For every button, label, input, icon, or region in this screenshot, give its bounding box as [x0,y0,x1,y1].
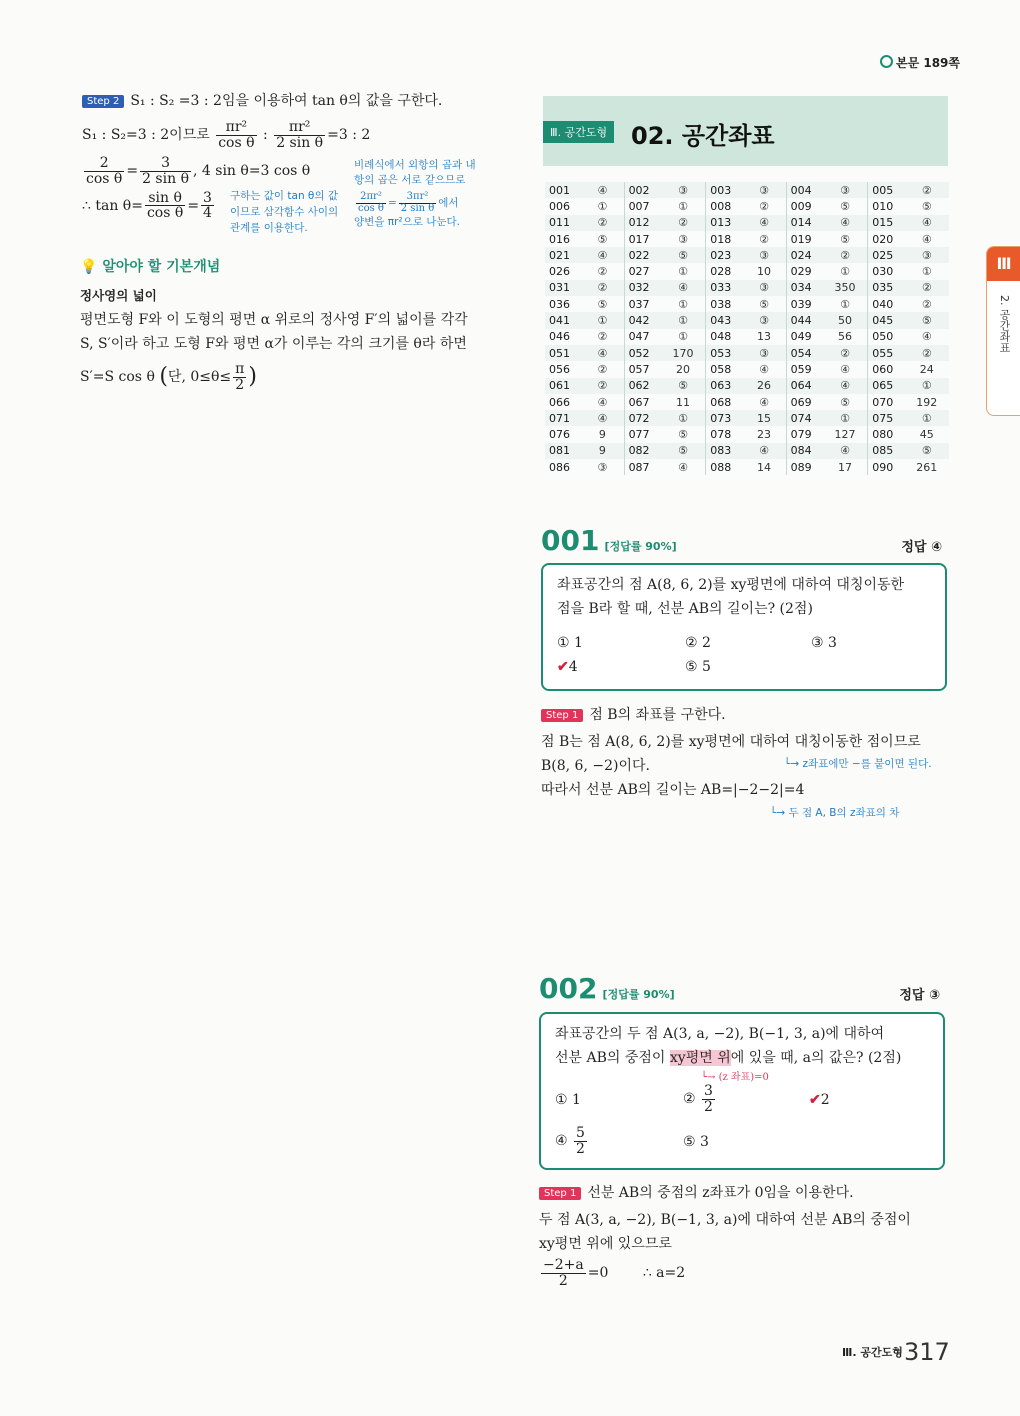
lightbulb-icon: 💡 [80,259,98,275]
answer-number: 070 [868,394,905,410]
answer-number: 037 [624,296,661,312]
answer-value: ④ [905,329,949,345]
answer-number: 008 [706,198,743,214]
answer-value: ⑤ [661,426,706,442]
answer-number: 002 [624,182,661,198]
answer-value: ② [581,215,624,231]
answer-value: 127 [823,426,868,442]
answer-number: 018 [706,231,743,247]
answer-value: ④ [581,247,624,263]
answer-number: 046 [545,329,581,345]
answer-value: ① [661,312,706,328]
answer-row [545,280,949,296]
answer-number: 084 [786,443,823,459]
answer-value: ④ [823,361,868,377]
answer-value: ④ [581,394,624,410]
concept-heading: 💡 알아야 할 기본개념 [80,259,221,275]
answer-value: ① [823,263,868,279]
q002-answer: 정답 ③ [899,988,940,1003]
q001-sol2: B(8, 6, −2)이다. [541,758,650,774]
answer-row [545,312,949,328]
answer-row [545,443,949,459]
answer-number: 054 [786,345,823,361]
answer-number: 060 [868,361,905,377]
side-tab[interactable] [986,246,1020,416]
answer-number: 010 [868,198,905,214]
answer-value: 192 [905,394,949,410]
q001-sol3: 따라서 선분 AB의 길이는 AB=|−2−2|=4 [541,782,805,798]
answer-value: 170 [661,345,706,361]
answer-number: 039 [786,296,823,312]
answer-number: 049 [786,329,823,345]
answer-number: 089 [786,459,823,475]
answer-value: 9 [581,426,624,442]
footer-chapter: Ⅲ. 공간도형 [842,1346,903,1359]
q002-sol2: xy평면 위에 있으므로 [539,1236,672,1252]
answer-row [545,394,949,410]
q001-note1: └→ z좌표에만 −를 붙이면 된다. [784,758,932,770]
answer-value: 23 [743,426,787,442]
page-ref: 본문 189쪽 [880,54,960,71]
q001-choice5[interactable]: ⑤ 5 [685,659,711,675]
answer-value: ④ [743,394,787,410]
answer-value: ② [581,378,624,394]
answer-value: 45 [905,426,949,442]
answer-number: 076 [545,426,581,442]
answer-value: ① [661,263,706,279]
concept-formula: S′=S cos θ (단, 0≤θ≤ $\frac{\pi}{2}$ ) [80,361,257,393]
q001-sol1: 점 B는 점 A(8, 6, 2)를 xy평면에 대하여 대칭이동한 점이므로 [541,734,921,750]
answer-number: 071 [545,410,581,426]
answer-number: 068 [706,394,743,410]
concept-block [80,256,500,392]
q002-solution [539,1182,949,1288]
answer-number: 051 [545,345,581,361]
answer-number: 061 [545,378,581,394]
answer-value: ⑤ [905,443,949,459]
answer-number: 052 [624,345,661,361]
answer-value: ① [905,378,949,394]
answer-value: 50 [823,312,868,328]
concept-p1: 평면도형 F와 이 도형의 평면 α 위로의 정사영 F′의 넓이를 각각 [80,312,468,328]
answer-number: 040 [868,296,905,312]
answer-value: ② [581,280,624,296]
answer-value: 15 [743,410,787,426]
note-ratio: 비례식에서 외항의 곱과 내항의 곱은 서로 같으므로 [354,159,476,186]
answer-number: 075 [868,410,905,426]
answer-number: 038 [706,296,743,312]
answer-number: 003 [706,182,743,198]
answer-value: ③ [743,247,787,263]
answer-number: 048 [706,329,743,345]
answer-number: 065 [868,378,905,394]
answer-value: ④ [581,182,624,198]
q002-box [539,1012,945,1170]
answer-number: 088 [706,459,743,475]
answer-value: ② [661,215,706,231]
answer-value: ② [743,231,787,247]
answer-number: 085 [868,443,905,459]
step2-line2: $\frac{2}{\text{cos θ}}$ = $\frac{3}{\text{2 sin θ}}$ , 4 sin θ=3 cos θ [86,155,311,188]
q001-step-badge: Step 1 [541,709,583,722]
answer-value: ① [823,296,868,312]
answer-number: 029 [786,263,823,279]
answer-number: 058 [706,361,743,377]
answer-value: ③ [661,231,706,247]
answer-number: 004 [786,182,823,198]
page-number: 317 [904,1338,950,1366]
answer-value: ① [581,198,624,214]
answer-number: 036 [545,296,581,312]
chapter-banner [543,96,948,166]
answer-number: 009 [786,198,823,214]
answer-value: ② [905,345,949,361]
answer-value: 20 [661,361,706,377]
answer-value: 261 [905,459,949,475]
answer-number: 063 [706,378,743,394]
answer-number: 086 [545,459,581,475]
answer-value: ⑤ [661,247,706,263]
answer-number: 030 [868,263,905,279]
answer-value: ⑤ [581,296,624,312]
answer-value: ④ [823,378,868,394]
answer-number: 006 [545,198,581,214]
answer-value: 350 [823,280,868,296]
answer-value: ④ [743,361,787,377]
answer-value: ⑤ [823,231,868,247]
answer-number: 053 [706,345,743,361]
step2-badge: Step 2 [82,95,124,108]
answer-row [545,263,949,279]
answer-value: ⑤ [905,312,949,328]
answer-number: 044 [786,312,823,328]
answer-value: 56 [823,329,868,345]
answer-number: 033 [706,280,743,296]
answer-number: 020 [868,231,905,247]
q002-step-badge: Step 1 [539,1187,581,1200]
answer-value: ③ [743,182,787,198]
answer-value: ① [581,312,624,328]
answer-number: 042 [624,312,661,328]
answer-row [545,247,949,263]
answer-value: ④ [661,280,706,296]
answer-number: 025 [868,247,905,263]
answer-number: 074 [786,410,823,426]
answer-number: 083 [706,443,743,459]
q002-choice5[interactable]: ⑤ 3 [683,1134,709,1150]
answer-value: ② [905,280,949,296]
answer-number: 014 [786,215,823,231]
answer-number: 031 [545,280,581,296]
answer-number: 057 [624,361,661,377]
answer-value: ⑤ [823,394,868,410]
answer-number: 087 [624,459,661,475]
q001-choice2[interactable]: ② 2 [685,635,711,651]
answer-value: ⑤ [661,378,706,394]
answer-number: 028 [706,263,743,279]
answer-value: ③ [743,280,787,296]
answer-row [545,329,949,345]
answer-number: 067 [624,394,661,410]
answer-row [545,459,949,475]
answer-table [545,182,949,475]
answer-number: 081 [545,443,581,459]
answer-row [545,378,949,394]
answer-value: ① [661,410,706,426]
side-tab-label: 2. 공간좌표 [998,295,1011,353]
q001-solution [541,704,946,802]
q002-header [539,972,944,1005]
answer-number: 001 [545,182,581,198]
answer-row [545,296,949,312]
answer-value: 13 [743,329,787,345]
answer-value: ⑤ [905,198,949,214]
answer-value: ⑤ [823,198,868,214]
answer-number: 015 [868,215,905,231]
checkmark-icon: ✔ [557,659,569,675]
answer-value: ③ [743,312,787,328]
step2-heading [82,90,502,110]
circle-marker-icon [880,55,893,68]
q002-sol1: 두 점 A(3, a, −2), B(−1, 3, a)에 대하여 선분 AB의 중점이 [539,1212,911,1228]
answer-number: 041 [545,312,581,328]
answer-number: 080 [868,426,905,442]
q002-rate: [정답률 90%] [602,988,675,1001]
q001-number: 001 [541,524,600,557]
concept-p2: S, S′이라 하고 도형 F와 평면 α가 이루는 각의 크기를 θ라 하면 [80,336,467,352]
answer-value: ② [823,247,868,263]
answer-value: ③ [661,182,706,198]
q001-answer: 정답 ④ [901,540,942,555]
q001-rate: [정답률 90%] [604,540,677,553]
answer-value: ④ [823,443,868,459]
answer-value: ④ [581,410,624,426]
q001-header [541,524,946,557]
q001-box [541,563,947,691]
answer-number: 016 [545,231,581,247]
answer-number: 011 [545,215,581,231]
note-tan: 구하는 값이 tan θ의 값이므로 삼각함수 사이의 관계를 이용한다. [230,190,339,234]
answer-value: ④ [743,215,787,231]
answer-value: ① [661,296,706,312]
answer-number: 007 [624,198,661,214]
answer-value: ③ [905,247,949,263]
answer-number: 066 [545,394,581,410]
answer-number: 059 [786,361,823,377]
answer-row [545,426,949,442]
answer-value: ② [581,361,624,377]
q002-highlight: xy평면 위 [669,1050,731,1066]
answer-value: ④ [905,231,949,247]
answer-row [545,361,949,377]
answer-value: 26 [743,378,787,394]
answer-value: ④ [661,459,706,475]
answer-number: 032 [624,280,661,296]
answer-value: ③ [823,182,868,198]
q001-choice4[interactable]: ✔4 [557,659,578,675]
answer-value: ① [905,263,949,279]
q002-choice1[interactable]: ① 1 [555,1092,581,1108]
answer-number: 022 [624,247,661,263]
answer-value: 9 [581,443,624,459]
answer-number: 035 [868,280,905,296]
answer-number: 050 [868,329,905,345]
q001-choice3[interactable]: ③ 3 [811,635,837,651]
answer-row [545,182,949,198]
answer-value: ② [905,296,949,312]
concept-subtitle: 정사영의 넓이 [80,288,157,303]
answer-number: 069 [786,394,823,410]
answer-number: 072 [624,410,661,426]
answer-number: 021 [545,247,581,263]
answer-value: ① [661,329,706,345]
q002-choice3[interactable]: ✔2 [809,1092,830,1108]
answer-value: ① [661,198,706,214]
answer-row [545,410,949,426]
answer-row [545,345,949,361]
answer-value: 14 [743,459,787,475]
answer-value: ⑤ [743,296,787,312]
q002-sol3: $\frac{-2+a}{2}$ =0 ∴ a=2 [543,1257,686,1289]
step2-line3: ∴ tan θ= $\frac{\text{sin θ}}{\text{cos θ}}$ = $\frac{3}{4}$ [82,189,212,222]
answer-number: 013 [706,215,743,231]
q002-hl-note: └→ (z 좌표)=0 [701,1072,769,1083]
q002-step-title: 선분 AB의 중점의 z좌표가 0임을 이용한다. [587,1185,854,1201]
answer-number: 024 [786,247,823,263]
answer-row [545,215,949,231]
answer-value: ② [905,182,949,198]
q001-note2: └→ 두 점 A, B의 z좌표의 차 [770,807,900,819]
answer-value: ⑤ [661,443,706,459]
answer-number: 064 [786,378,823,394]
answer-number: 034 [786,280,823,296]
answer-number: 012 [624,215,661,231]
answer-number: 023 [706,247,743,263]
answer-row [545,198,949,214]
answer-number: 055 [868,345,905,361]
answer-number: 045 [868,312,905,328]
answer-value: 10 [743,263,787,279]
chapter-tag: Ⅲ. 공간도형 [543,121,614,143]
answer-value: ② [743,198,787,214]
q002-number: 002 [539,972,598,1005]
answer-row [545,231,949,247]
answer-number: 017 [624,231,661,247]
answer-number: 077 [624,426,661,442]
q002-choice2[interactable]: ② $\frac{3}{2}$ [683,1083,713,1115]
answer-value: ④ [581,345,624,361]
answer-number: 027 [624,263,661,279]
answer-value: ② [581,329,624,345]
answer-number: 019 [786,231,823,247]
side-tab-roman: Ⅲ [987,247,1020,281]
answer-value: ① [905,410,949,426]
step2-title: S₁ : S₂ =3 : 2임을 이용하여 tan θ의 값을 구한다. [130,93,443,109]
answer-value: ① [823,410,868,426]
chapter-title: 02. 공간좌표 [631,122,775,150]
answer-value: 17 [823,459,868,475]
answer-number: 056 [545,361,581,377]
answer-value: ④ [743,443,787,459]
q002-text1: 좌표공간의 두 점 A(3, a, −2), B(−1, 3, a)에 대하여 [555,1026,885,1042]
answer-number: 078 [706,426,743,442]
answer-value: 24 [905,361,949,377]
answer-value: ③ [581,459,624,475]
answer-value: ⑤ [581,231,624,247]
answer-value: 11 [661,394,706,410]
answer-number: 082 [624,443,661,459]
answer-value: ② [823,345,868,361]
checkmark-icon: ✔ [809,1092,821,1108]
note-divide: $\frac{\text{2πr²}}{\text{cos θ}}$ = $\frac{\text{3πr²}}{\text{2 sin θ}}$ 에서 양변을 πr²으로 나눈다. [354,191,461,228]
q001-text2: 점을 B라 할 때, 선분 AB의 길이는? (2점) [557,601,813,617]
q001-text1: 좌표공간의 점 A(8, 6, 2)를 xy평면에 대하여 대칭이동한 [557,577,905,593]
answer-number: 079 [786,426,823,442]
q001-step-title: 점 B의 좌표를 구한다. [589,707,726,723]
answer-value: ② [581,263,624,279]
q002-text2: 선분 AB의 중점이 xy평면 위에 있을 때, a의 값은? (2점) [555,1050,902,1066]
answer-value: ③ [743,345,787,361]
answer-number: 026 [545,263,581,279]
answer-value: ④ [905,215,949,231]
answer-value: ④ [823,215,868,231]
q001-choice1[interactable]: ① 1 [557,635,583,651]
answer-number: 043 [706,312,743,328]
answer-number: 073 [706,410,743,426]
q002-choice4[interactable]: ④ $\frac{5}{2}$ [555,1125,585,1157]
answer-number: 005 [868,182,905,198]
answer-number: 090 [868,459,905,475]
answer-number: 062 [624,378,661,394]
step2-line1: S₁ : S₂=3 : 2이므로 $\frac{\text{πr²}}{\text{cos θ}}$ : $\frac{\text{πr²}}{\text{2 sin θ}}$ =3 : 2 [82,119,371,151]
answer-number: 047 [624,329,661,345]
